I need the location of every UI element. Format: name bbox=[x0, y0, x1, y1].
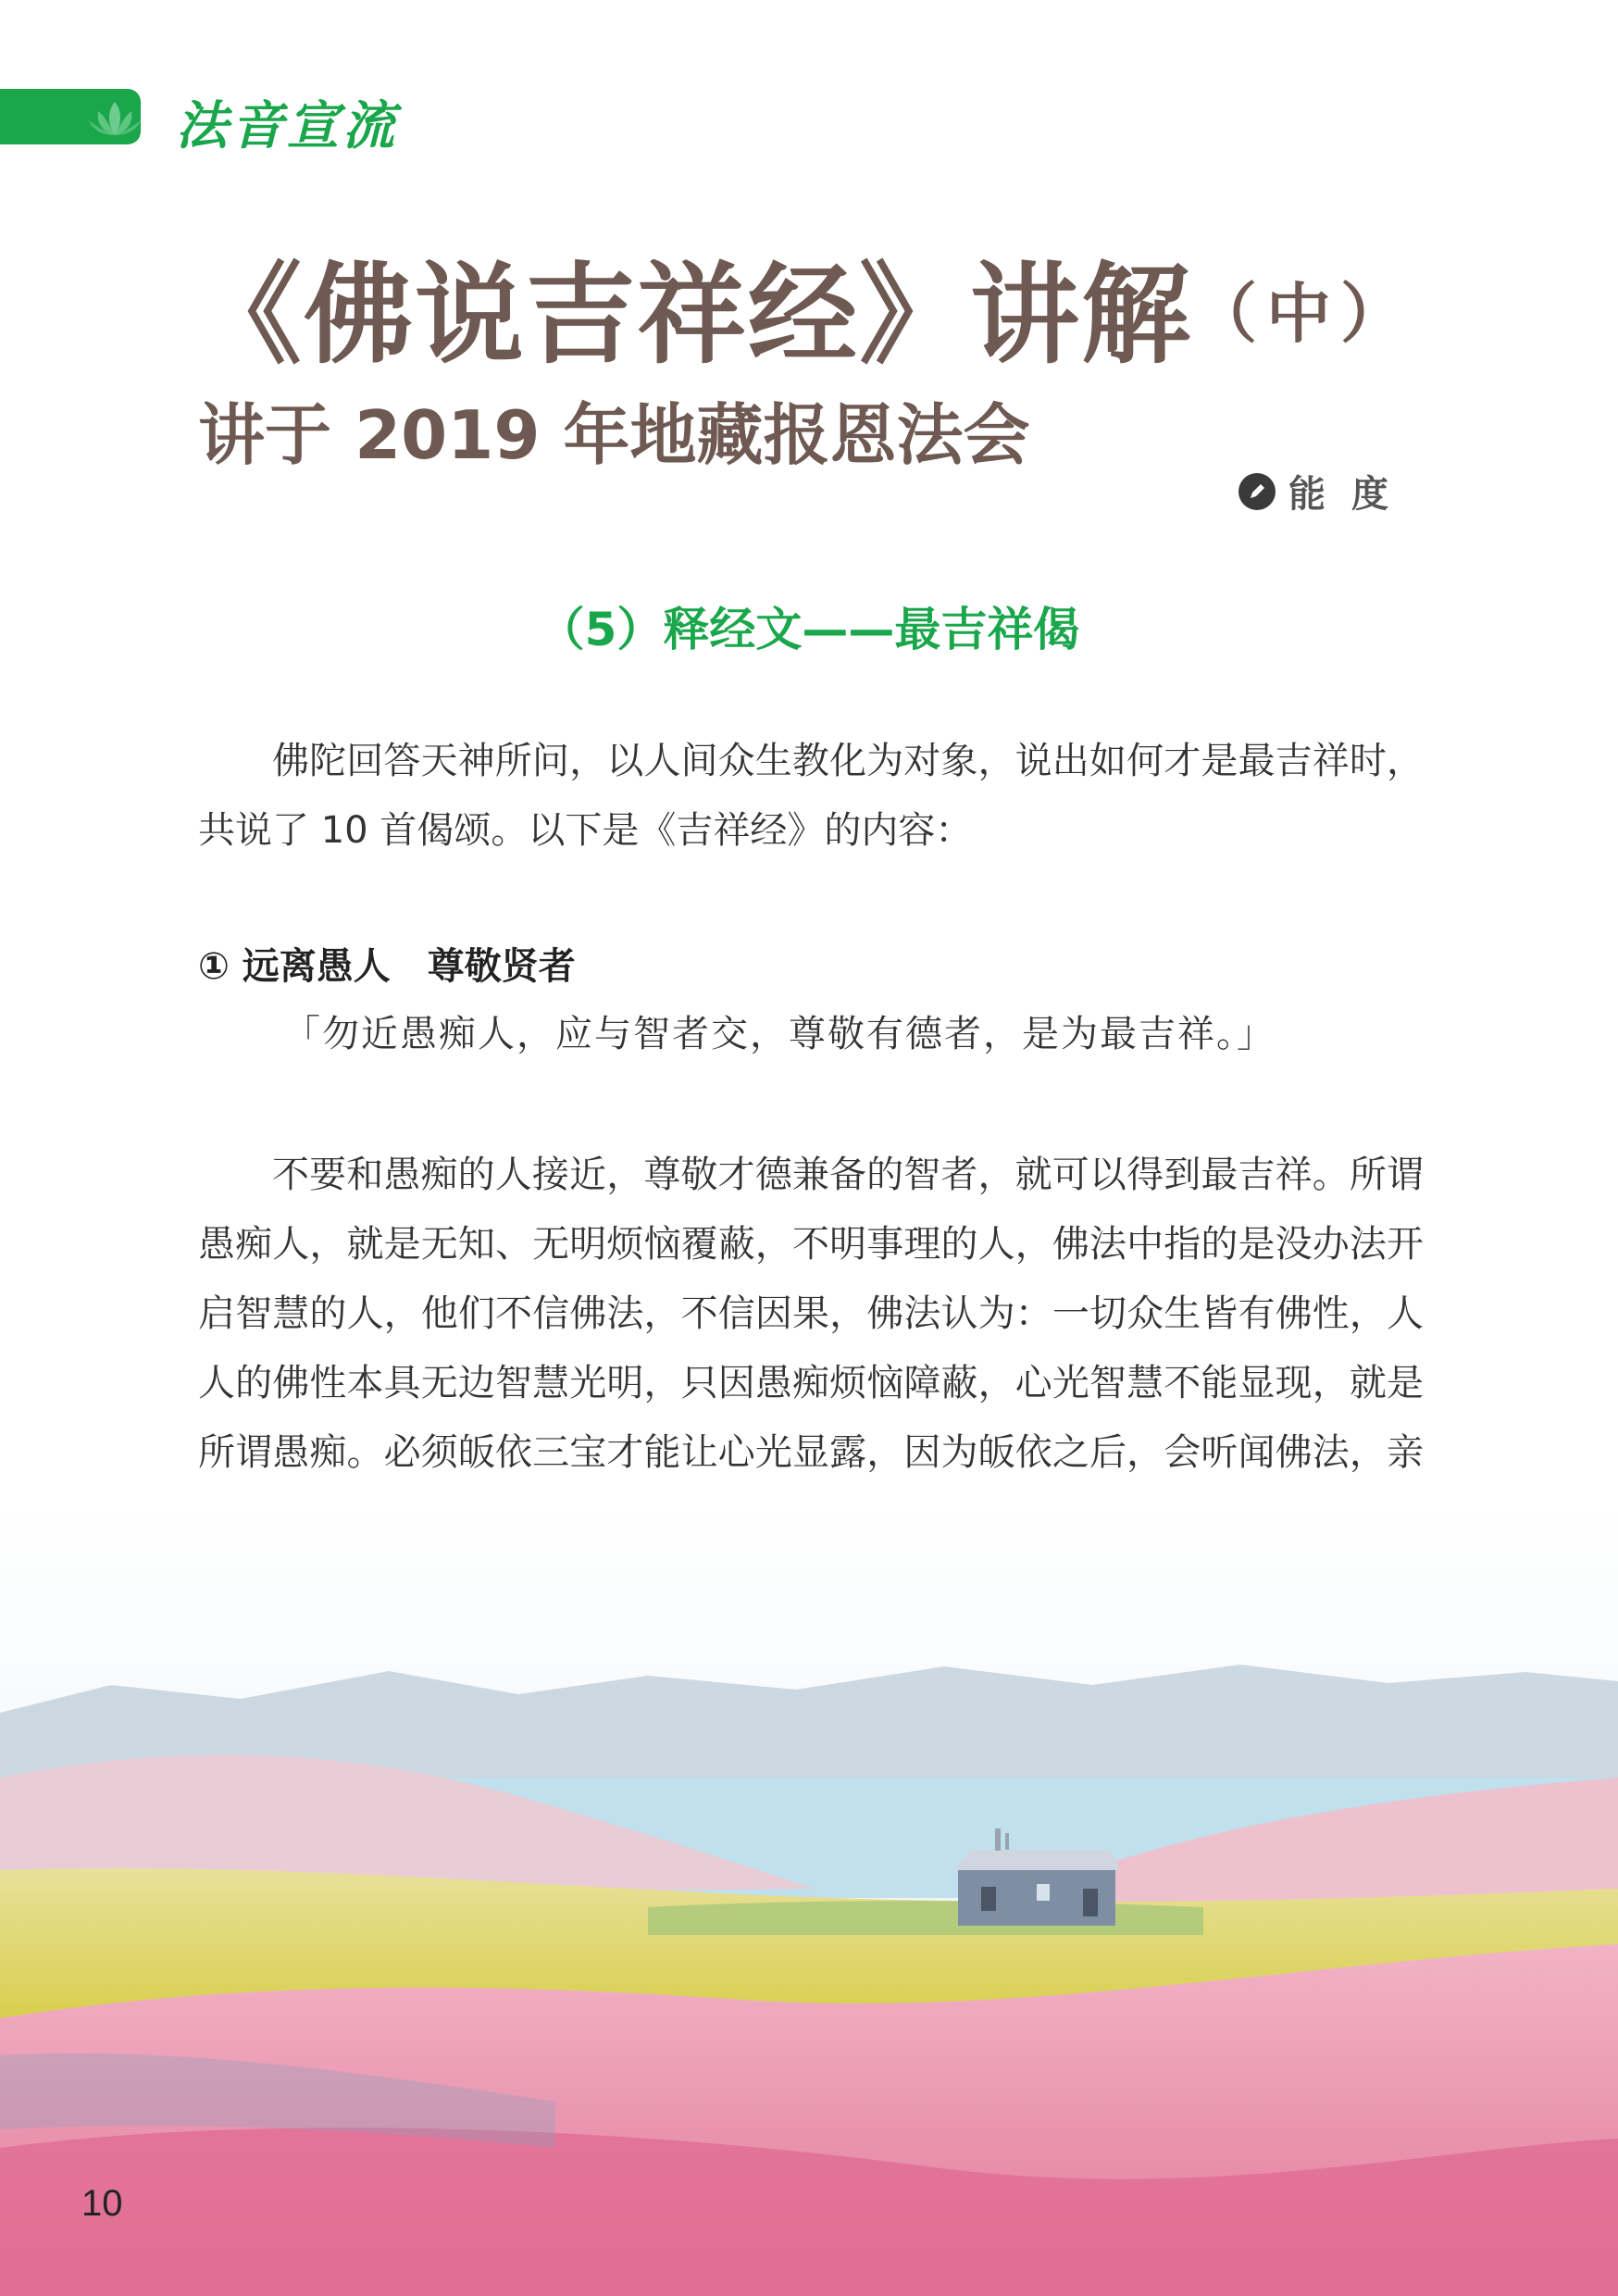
explanation-paragraph: 不要和愚痴的人接近，尊敬才德兼备的智者，就可以得到最吉祥。所谓愚痴人，就是无知、无明烦恼覆蔽，不明事理的人，佛法中指的是没办法开启智慧的人，他们不信佛法，不信因果，佛法认为：一切众生皆有佛性，人人的佛性本具无边智慧光明，只因愚痴烦恼障蔽，心光智慧不能显现，就是所谓愚痴。必须皈依三宝才能让心光显露，因为皈依之后，会听闻佛法，亲 bbox=[198, 1154, 1424, 1474]
verse-text: 「勿近愚痴人，应与智者交，尊敬有德者，是为最吉祥。」 bbox=[283, 1013, 1276, 1055]
pen-icon bbox=[1238, 473, 1276, 510]
author-name: 能度 bbox=[1288, 473, 1414, 516]
article-title bbox=[193, 227, 1414, 384]
intro-paragraph: 佛陀回答天神所问，以人间众生教化为对象，说出如何才是最吉祥时，共说了 10 首偈颂。以下是《吉祥经》的内容： bbox=[198, 740, 1424, 852]
page-number: 10 bbox=[81, 2183, 123, 2224]
verse-heading: ① 远离愚人 尊敬贤者 bbox=[198, 945, 576, 988]
article-subtitle: 讲于 2019 年地藏报恩法会 bbox=[198, 396, 1030, 474]
author-block bbox=[1238, 465, 1414, 518]
section-heading: （5）释经文——最吉祥偈 bbox=[538, 603, 1080, 656]
article-title-main: 《佛说吉祥经》讲解 bbox=[193, 251, 1193, 379]
column-title: 法音宣流 bbox=[176, 96, 398, 156]
landscape-illustration bbox=[0, 1500, 1618, 2296]
lotus-icon bbox=[85, 96, 144, 141]
article-title-part: （中） bbox=[1192, 276, 1415, 352]
